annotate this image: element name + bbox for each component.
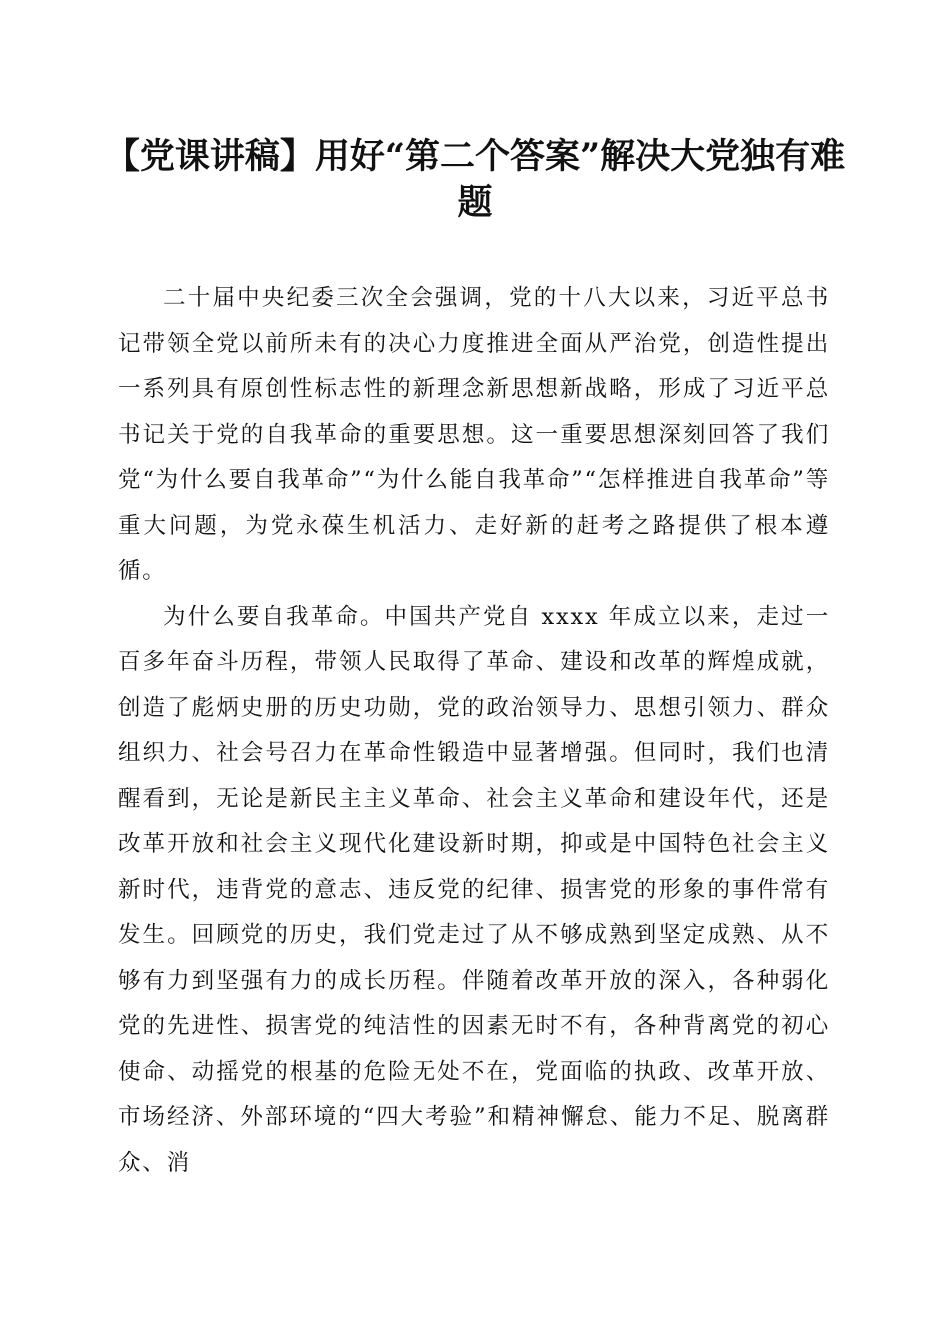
- document-title: 【党课讲稿】用好“第二个答案”解决大党独有难题: [104, 136, 846, 223]
- paragraph: 二十届中央纪委三次全会强调，党的十八大以来，习近平总书记带领全党以前所未有的决心力度推进全面从严治党，创造性提出一系列具有原创性标志性的新理念新思想新战略，形成了习近平总书记关于党的自我革命的重要思想。这一重要思想深刻回答了我们党“为什么要自我革命”“为什么能自我革命”“怎样推进自我革命”等重大问题，为党永葆生机活力、走好新的赶考之路提供了根本遵循。: [118, 285, 830, 584]
- paragraph: 为什么要自我革命。中国共产党自 xxxx 年成立以来，走过一百多年奋斗历程，带领人民取得了革命、建设和改革的辉煌成就，创造了彪炳史册的历史功勋，党的政治领导力、思想引领力、群众组织力、社会号召力在革命性锻造中显著增强。但同时，我们也清醒看到，无论是新民主主义革命、社会主义革命和建设年代，还是改革开放和社会主义现代化建设新时期，抑或是中国特色社会主义新时代，违背党的意志、违反党的纪律、损害党的形象的事件常有发生。回顾党的历史，我们党走过了从不够成熟到坚定成熟、从不够有力到坚强有力的成长历程。伴随着改革开放的深入，各种弱化党的先进性、损害党的纯洁性的因素无时不有，各种背离党的初心使命、动摇党的根基的危险无处不在，党面临的执政、改革开放、市场经济、外部环境的“四大考验”和精神懈怠、能力不足、脱离群众、消: [118, 603, 830, 1176]
- document-body: [118, 276, 830, 1186]
